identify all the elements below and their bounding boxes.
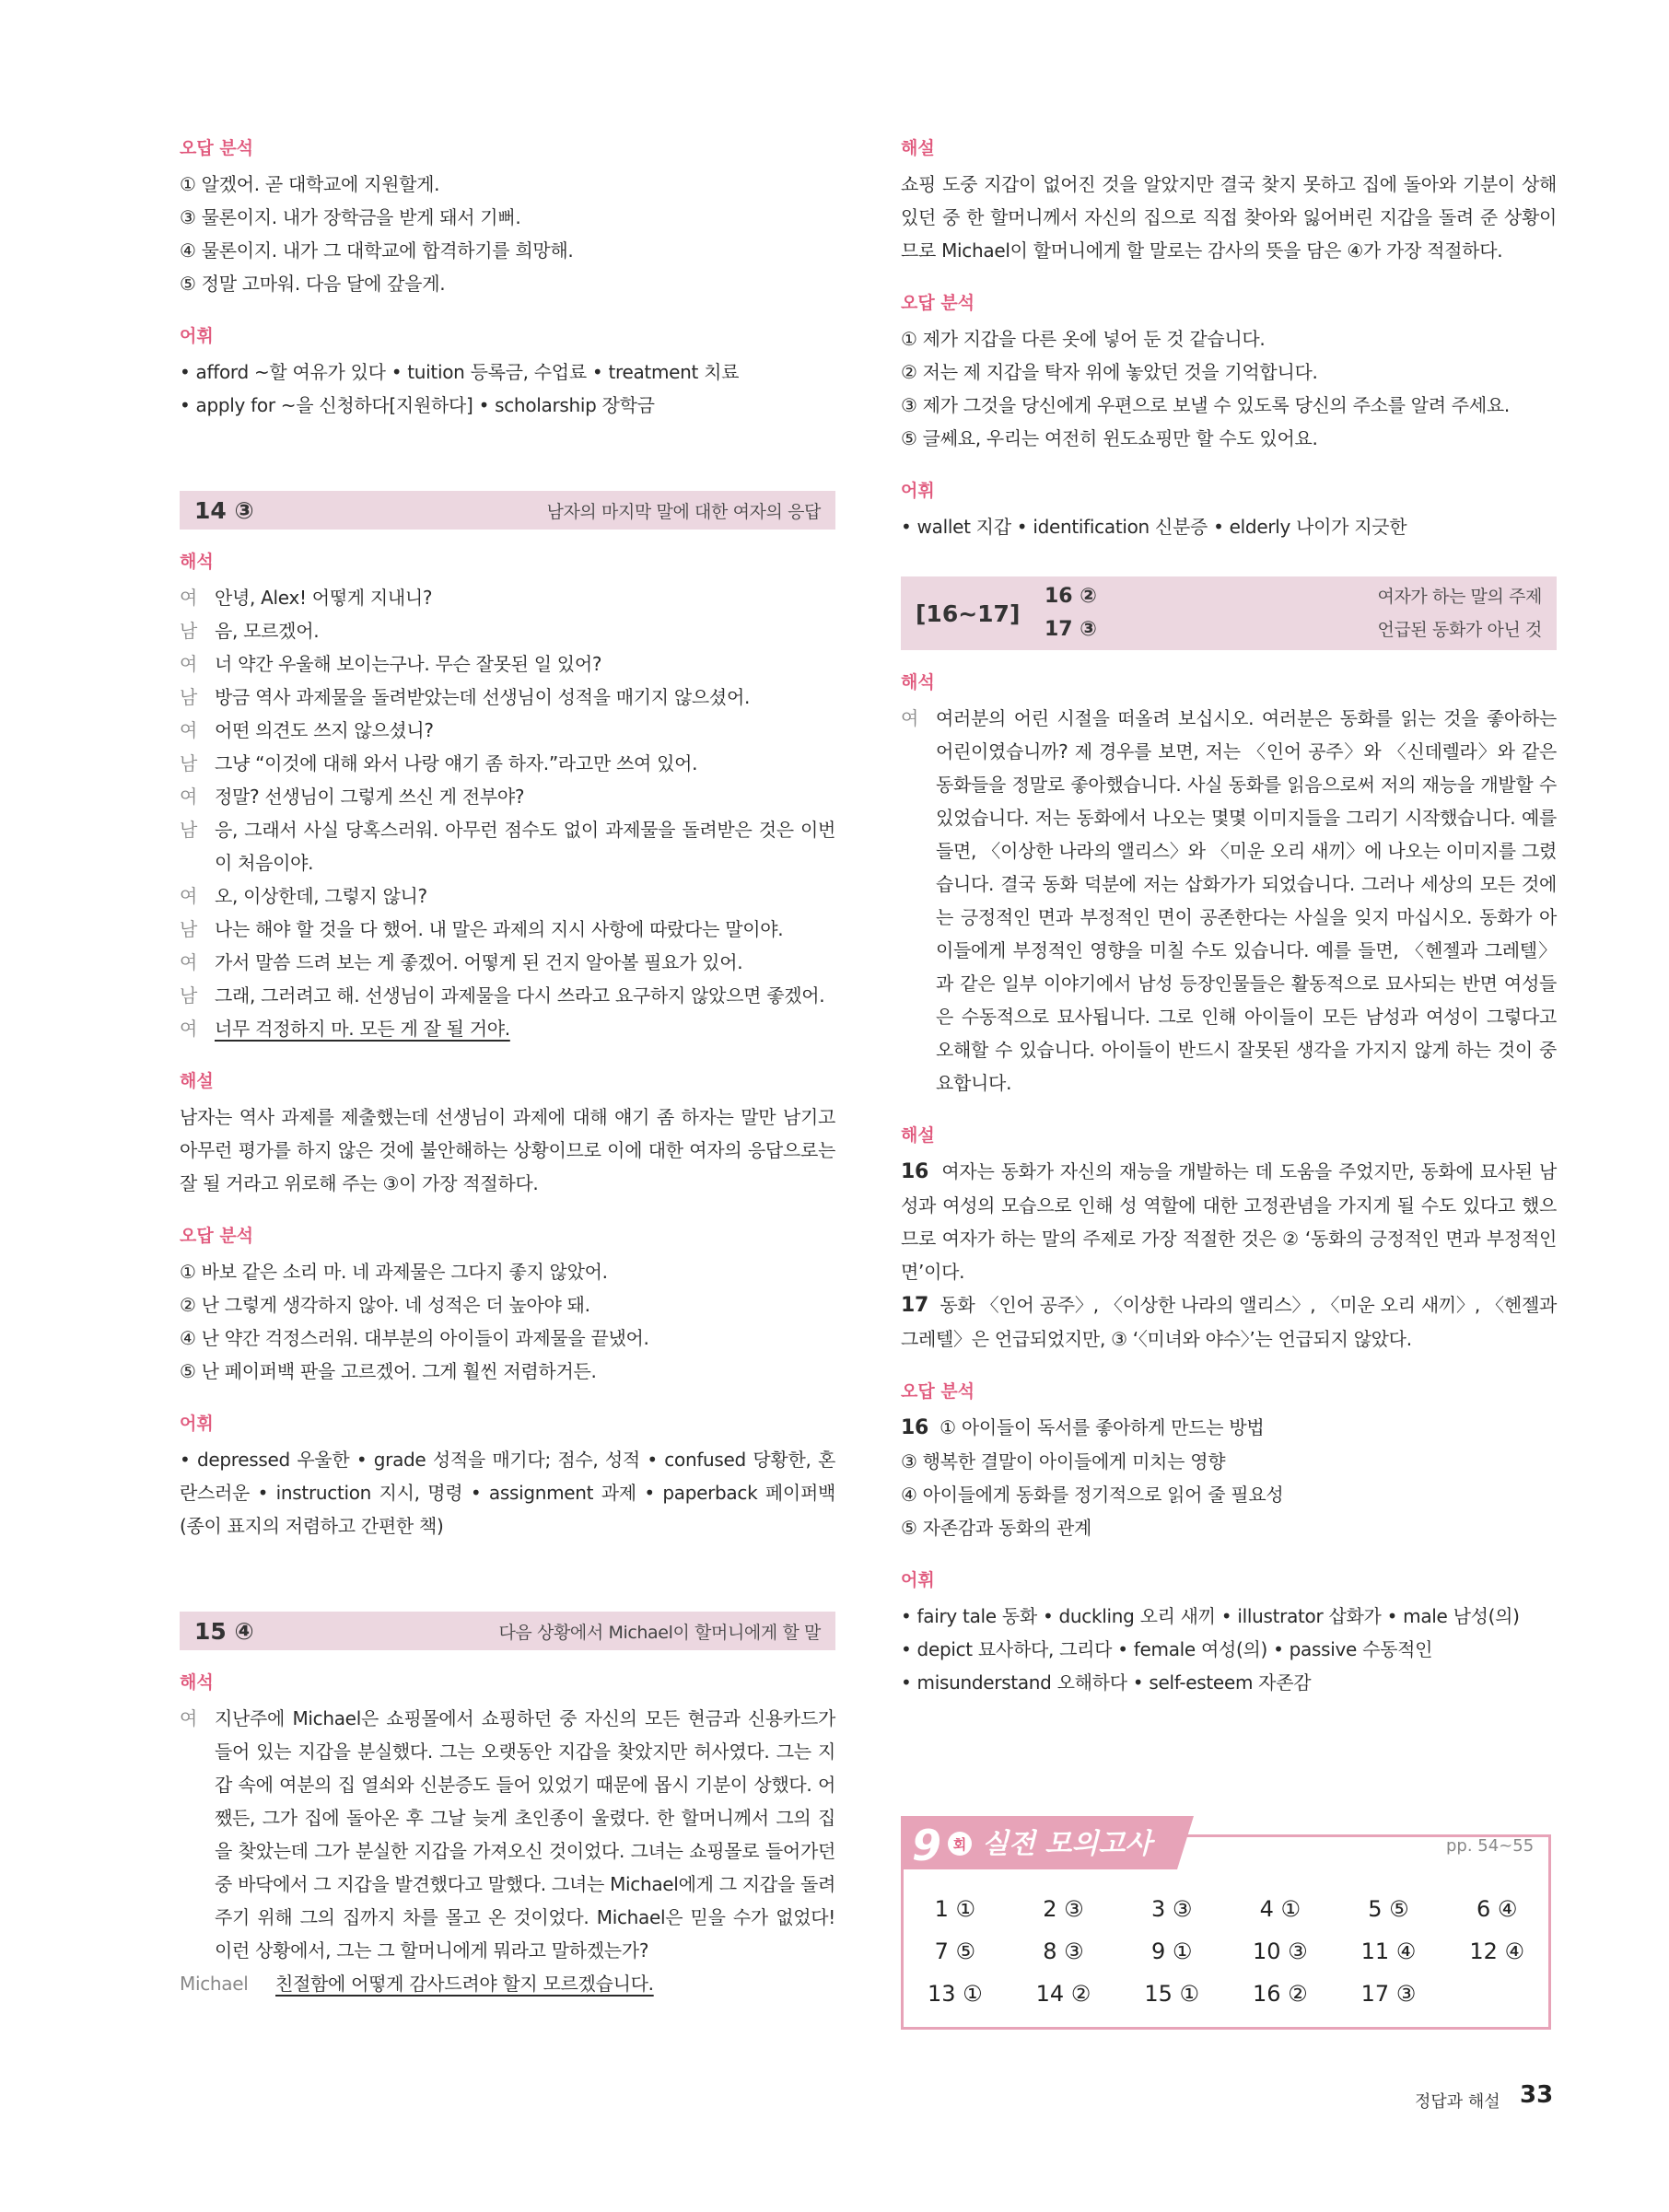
q16-17-header-bar	[901, 576, 1557, 650]
footer-label: 정답과 해설	[1415, 2092, 1500, 2112]
answer-cell: 16 ②	[1252, 1981, 1308, 2007]
dialogue-line: 남 음, 모르겠어.	[180, 620, 320, 642]
q14-dialogue	[180, 581, 835, 1045]
answer-cell: 14 ②	[1035, 1981, 1091, 2007]
q15-topic: 다음 상황에서 Michael이 할머니에게 할 말	[498, 1622, 821, 1643]
q16-haeseok-label: 해석	[901, 672, 935, 693]
dialogue-final-line: 여 너무 걱정하지 마. 모든 게 잘 될 거야.	[180, 1018, 510, 1040]
q15-wrong-item: ⑤ 글쎄요, 우리는 여전히 윈도쇼핑만 할 수도 있어요.	[901, 427, 1318, 449]
q16-explanation: 16 여자는 동화가 자신의 재능을 개발하는 데 도움을 주었지만, 동화에 묘사된 남성과 여성의 모습으로 인해 성 역할에 대한 고정관념을 가지게 될 수도 있다고 했으므로 여자가 하는 말의 주제로 가장 적절한 것은 ② ‘동화의 긍정적인 면과 부정적인 면’이다.	[901, 1160, 1557, 1283]
dialogue-line: 여 가서 말씀 드려 보는 게 좋겠어. 어떻게 된 건지 알아볼 필요가 있어.	[180, 951, 743, 973]
q16-17-number: [16~17]	[916, 600, 1021, 627]
hoe-label: 회	[952, 1836, 967, 1853]
q13-vocab-line: • afford ~할 여유가 있다 • tuition 등록금, 수업료 • treatment 치료	[180, 361, 740, 383]
test-pages: pp. 54~55	[1446, 1836, 1535, 1856]
q13-vocab-line: • apply for ~을 신청하다[지원하다] • scholarship 장학금	[180, 394, 655, 416]
answer-cell: 13 ①	[927, 1981, 983, 2007]
test-number: 9	[912, 1821, 942, 1869]
test-title: 실전 모의고사	[982, 1828, 1152, 1860]
q13-vocab-label: 어휘	[180, 326, 214, 346]
q16-wrong-item: ④ 아이들에게 동화를 정기적으로 읽어 줄 필요성	[901, 1484, 1284, 1506]
q13-wrong-item: ④ 물론이지. 내가 그 대학교에 합격하기를 희망해.	[180, 239, 574, 262]
dialogue-line: 남 방금 역사 과제물을 돌려받았는데 선생님이 성적을 매기지 않으셨어.	[180, 686, 751, 708]
q17-topic: 언급된 동화가 아닌 것	[1377, 620, 1542, 640]
q16-answer: 16 ②	[1045, 585, 1097, 608]
dialogue-line: 남 나는 해야 할 것을 다 했어. 내 말은 과제의 지시 사항에 따랐다는 말이야.	[180, 918, 784, 940]
q15-vocab: • wallet 지갑 • identification 신분증 • elderly 나이가 지긋한	[901, 516, 1407, 538]
q15-wrong-item: ③ 제가 그것을 당신에게 우편으로 보낼 수 있도록 당신의 주소를 알려 주세요.	[901, 394, 1510, 416]
q13-wrong-item: ⑤ 정말 고마워. 다음 달에 갚을게.	[180, 273, 446, 295]
q14-haeseok-label: 해석	[180, 552, 214, 572]
q14-wrong-item: ② 난 그렇게 생각하지 않아. 네 성적은 더 높아야 돼.	[180, 1294, 590, 1316]
answer-cell: 3 ③	[1150, 1896, 1193, 1922]
answer-cell: 9 ①	[1150, 1938, 1193, 1964]
q14-explanation: 남자는 역사 과제를 제출했는데 선생님이 과제에 대해 얘기 좀 하자는 말만 남기고 아무런 평가를 하지 않은 것에 불안해하는 상황이므로 이에 대한 여자의 응답으로는 잘 될 거라고 위로해 주는 ③이 가장 적절하다.	[180, 1106, 835, 1194]
q15-haeseol-label: 해설	[901, 138, 935, 158]
q15-wrong-item: ② 저는 제 지갑을 탁자 위에 놓았던 것을 기억합니다.	[901, 361, 1318, 383]
q17-answer: 17 ③	[1045, 618, 1097, 641]
answer-cell: 7 ⑤	[934, 1938, 976, 1964]
dialogue-line: 여 오, 이상한데, 그렇지 않니?	[180, 885, 427, 907]
q15-wrong-item: ① 제가 지갑을 다른 옷에 넣어 둔 것 같습니다.	[901, 328, 1266, 350]
q14-wrong-item: ④ 난 약간 걱정스러워. 대부분의 아이들이 과제물을 끝냈어.	[180, 1327, 649, 1349]
q13-wrong-label: 오답 분석	[180, 138, 254, 158]
q14-haeseol-label: 해설	[180, 1071, 214, 1091]
q15-wrong-label: 오답 분석	[901, 293, 975, 313]
q13-wrong-item: ③ 물론이지. 내가 장학금을 받게 돼서 기뻐.	[180, 206, 521, 228]
answer-cell: 10 ③	[1252, 1938, 1308, 1964]
q14-topic: 남자의 마지막 말에 대한 여자의 응답	[546, 501, 821, 522]
answer-cell: 5 ⑤	[1368, 1896, 1409, 1922]
dialogue-line: 여 어떤 의견도 쓰지 않으셨니?	[180, 719, 434, 741]
q15-number: 15 ④	[194, 1617, 254, 1645]
q15-michael-line: Michael 친절함에 어떻게 감사드려야 할지 모르겠습니다.	[180, 1973, 654, 1995]
answer-cell: 2 ③	[1043, 1896, 1084, 1922]
page-number: 33	[1520, 2081, 1554, 2109]
answer-cell: 11 ④	[1360, 1938, 1417, 1964]
answer-cell: 8 ③	[1043, 1938, 1084, 1964]
answer-cell: 17 ③	[1360, 1981, 1417, 2007]
q15-vocab-label: 어휘	[901, 481, 935, 501]
answer-cell: 6 ④	[1476, 1896, 1518, 1922]
q16-vocab-line: • depict 묘사하다, 그리다 • female 여성(의) • passive 수동적인	[901, 1638, 1433, 1660]
q14-number: 14 ③	[194, 496, 254, 524]
answer-cell: 1 ①	[934, 1896, 976, 1922]
q16-passage: 여 여러분의 어린 시절을 떠올려 보십시오. 여러분은 동화를 읽는 것을 좋아하는 어린이였습니까? 제 경우를 보면, 저는 〈인어 공주〉와 〈신데렐라〉와 같은 동화들을 정말로 좋아했습니다. 사실 동화를 읽음으로써 저의 재능을 개발할 수 있었습니다. 저는 동화에서 나오는 몇몇 이미지들을 그리기 시작했습니다. 예를 들면, 〈이상한 나라의 앨리스〉와 〈미운 오리 새끼〉에 나오는 이미지를 그렸습니다. 결국 동화 덕분에 저는 삽화가가 되었습니다. 그러나 세상의 모든 것에는 긍정적인 면과 부정적인 면이 공존한다는 사실을 잊지 마십시오. 동화가 아이들에게 부정적인 영향을 미칠 수도 있습니다. 예를 들면, 〈헨젤과 그레텔〉과 같은 일부 이야기에서 남성 등장인물들은 활동적으로 묘사되는 반면 여성들은 수동적으로 묘사됩니다. 그로 인해 아이들이 모든 남성과 여성이 그렇다고 오해할 수 있습니다. 아이들이 반드시 잘못된 생각을 가지지 않게 하는 것이 중요합니다.	[901, 707, 1557, 1094]
q15-header-bar	[180, 1612, 835, 1650]
q14-vocab-label: 어휘	[180, 1414, 214, 1434]
q16-topic: 여자가 하는 말의 주제	[1377, 587, 1542, 607]
left-column	[180, 136, 835, 2000]
dialogue-line: 여 너 약간 우울해 보이는구나. 무슨 잘못된 일 있어?	[180, 653, 602, 675]
q16-vocab-line: • misunderstand 오해하다 • self-esteem 자존감	[901, 1671, 1312, 1694]
q13-wrong-item: ① 알겠어. 곧 대학교에 지원할게.	[180, 173, 440, 195]
q16-haeseol-label: 해설	[901, 1125, 935, 1146]
dialogue-line: 남 그래, 그러려고 해. 선생님이 과제물을 다시 쓰라고 요구하지 않았으면 좋겠어.	[180, 984, 825, 1007]
right-column	[901, 136, 1557, 1699]
q16-vocab-label: 어휘	[901, 1570, 935, 1590]
dialogue-line: 남 응, 그래서 사실 당혹스러워. 아무런 점수도 없이 과제물을 돌려받은 것은 이번이 처음이야.	[180, 819, 835, 874]
q16-wrong-item: ⑤ 자존감과 동화의 관계	[901, 1517, 1091, 1539]
q15-haeseok-label: 해석	[180, 1672, 214, 1693]
q14-wrong-label: 오답 분석	[180, 1226, 254, 1246]
q16-vocab-line: • fairy tale 동화 • duckling 오리 새끼 • illustrator 삽화가 • male 남성(의)	[901, 1605, 1520, 1627]
q16-wrong-item: ③ 행복한 결말이 아이들에게 미치는 영향	[901, 1450, 1226, 1473]
q15-passage: 여 지난주에 Michael은 쇼핑몰에서 쇼핑하던 중 자신의 모든 현금과 신용카드가 들어 있는 지갑을 분실했다. 그는 오랫동안 지갑을 찾았지만 허사였다. 그는 지갑 속에 여분의 집 열쇠와 신분증도 들어 있었기 때문에 몹시 기분이 상했다. 어쨌든, 그가 집에 돌아온 후 그날 늦게 초인종이 울렸다. 한 할머니께서 그의 집을 찾았는데 그가 분실한 지갑을 가져오신 것이었다. 그녀는 쇼핑몰로 들어가던 중 바닥에서 그 지갑을 발견했다고 말했다. 그녀는 Michael에게 그 지갑을 돌려주기 위해 그의 집까지 차를 몰고 온 것이었다. Michael은 믿을 수가 없었다! 이런 상황에서, 그는 그 할머니에게 뭐라고 말하겠는가?	[180, 1707, 835, 1962]
q14-wrong-item: ⑤ 난 페이퍼백 판을 고르겠어. 그게 훨씬 저렴하거든.	[180, 1360, 597, 1382]
answer-grid	[901, 1892, 1551, 2011]
answer-cell: 12 ④	[1469, 1938, 1524, 1964]
dialogue-line: 여 정말? 선생님이 그렇게 쓰신 게 전부야?	[180, 786, 525, 808]
test-title-banner	[901, 1816, 1196, 1869]
q17-explanation: 17 동화 〈인어 공주〉, 〈이상한 나라의 앨리스〉, 〈미운 오리 새끼〉, 〈헨젤과 그레텔〉은 언급되었지만, ③ ‘〈미녀와 야수〉’는 언급되지 않았다.	[901, 1294, 1557, 1350]
q15-explanation: 쇼핑 도중 지갑이 없어진 것을 알았지만 결국 찾지 못하고 집에 돌아와 기분이 상해 있던 중 한 할머니께서 자신의 집으로 직접 찾아와 잃어버린 지갑을 돌려 준 상황이므로 Michael이 할머니에게 할 말로는 감사의 뜻을 담은 ④가 가장 적절하다.	[901, 173, 1557, 262]
q14-header-bar	[180, 491, 835, 530]
q16-wrong-item: 16 ① 아이들이 독서를 좋아하게 만드는 방법	[901, 1416, 1265, 1439]
q14-wrong-item: ① 바보 같은 소리 마. 네 과제물은 그다지 좋지 않았어.	[180, 1261, 608, 1283]
dialogue-line: 여 안녕, Alex! 어떻게 지내니?	[180, 587, 433, 609]
q13-wrong-list	[180, 168, 835, 300]
q14-vocab: • depressed 우울한 • grade 성적을 매기다; 점수, 성적 • confused 당황한, 혼란스러운 • instruction 지시, 명령 • assignment 과제 • paperback 페이퍼백(종이 표지의 저렴하고 간편한 책)	[180, 1449, 835, 1537]
answer-cell: 15 ①	[1144, 1981, 1199, 2007]
answer-cell: 4 ①	[1259, 1896, 1301, 1922]
q16-wrong-label: 오답 분석	[901, 1381, 975, 1402]
dialogue-line: 남 그냥 “이것에 대해 와서 나랑 얘기 좀 하자.”라고만 쓰여 있어.	[180, 752, 698, 774]
